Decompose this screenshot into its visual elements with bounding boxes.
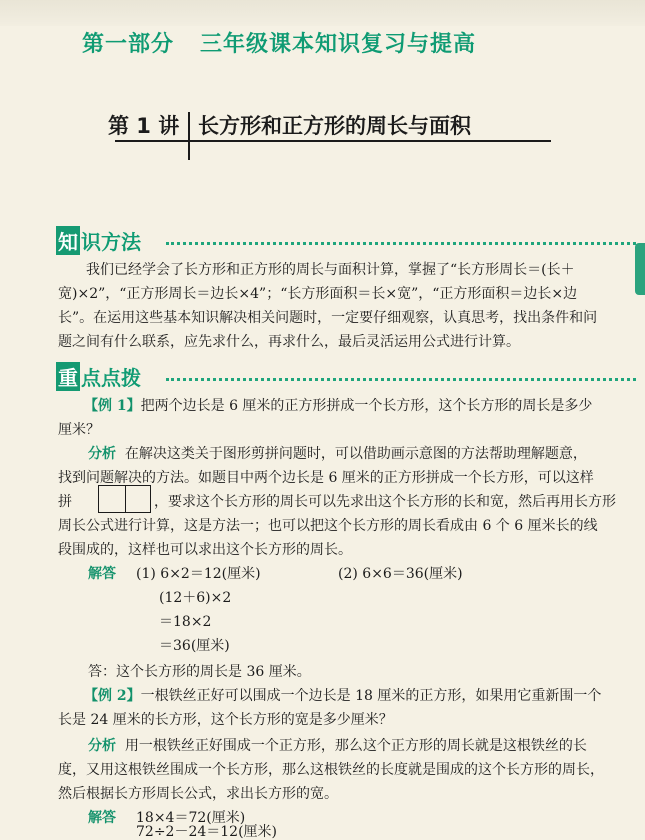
example2-answer-label: 解答 bbox=[88, 810, 116, 826]
example2-step1: 18×4＝72(厘米) bbox=[136, 810, 246, 826]
heading-first-char: 知 bbox=[56, 226, 80, 255]
dotted-rule bbox=[166, 378, 636, 381]
top-bleed-strip bbox=[0, 0, 645, 26]
lecture-divider bbox=[188, 112, 190, 160]
example1-conclusion: 答：这个长方形的周长是 36 厘米。 bbox=[88, 664, 311, 680]
analysis-text: 在解决这类关于图形剪拼问题时，可以借助画示意图的方法帮助理解题意， bbox=[124, 446, 587, 462]
example1-analysis-line3-pre: 拼 bbox=[58, 494, 72, 510]
example1-analysis-line1 bbox=[88, 442, 587, 466]
example1-method1-step4: ＝36(厘米) bbox=[159, 638, 230, 654]
example2-question-line1 bbox=[84, 684, 601, 708]
example2-tag: 【例 2】 bbox=[84, 688, 141, 704]
example1-analysis-line5: 段围成的，这样也可以求出这个长方形的周长。 bbox=[58, 542, 352, 558]
page-edge-tab bbox=[635, 243, 645, 295]
knowledge-line-4: 题之间有什么联系，应先求什么，再求什么，最后灵活运用公式进行计算。 bbox=[58, 334, 520, 350]
example1-method1-step2: (12＋6)×2 bbox=[159, 590, 232, 606]
example1-analysis-line3-post: ，要求这个长方形的周长可以先求出这个长方形的长和宽，然后再用长方形 bbox=[154, 494, 616, 510]
example2-analysis-line3: 然后根据长方形周长公式，求出长方形的宽。 bbox=[58, 786, 338, 802]
square-diagram-left bbox=[98, 485, 126, 513]
lecture-title: 长方形和正方形的周长与面积 bbox=[198, 114, 471, 138]
knowledge-line-1: 我们已经学会了长方形和正方形的周长与面积计算，掌握了“长方形周长＝(长＋ bbox=[86, 262, 575, 278]
heading-rest: 点点拨 bbox=[81, 366, 141, 390]
example1-question-line2: 厘米？ bbox=[58, 422, 100, 438]
example2-analysis-line1 bbox=[88, 734, 587, 758]
example1-method1-step3: ＝18×2 bbox=[159, 614, 212, 630]
example1-method1-step1: (1) 6×2＝12(厘米) bbox=[136, 566, 261, 582]
key-points-heading bbox=[56, 362, 141, 391]
example1-analysis-line4: 周长公式进行计算，这是方法一；也可以把这个长方形的周长看成由 6 个 6 厘米长的线 bbox=[58, 518, 598, 534]
heading-rest: 识方法 bbox=[81, 230, 141, 254]
square-diagram-right bbox=[124, 485, 151, 513]
lecture-underline bbox=[115, 140, 551, 142]
analysis-label: 分析 bbox=[88, 738, 116, 754]
part-title bbox=[82, 27, 476, 58]
part-name: 三年级课本知识复习与提高 bbox=[200, 32, 477, 57]
example1-analysis-line2: 找到问题解决的方法。如题目中两个边长是 6 厘米的正方形拼成一个长方形，可以这样 bbox=[58, 470, 594, 486]
lecture-number: 第 1 讲 bbox=[108, 114, 180, 138]
part-label: 第一部分 bbox=[82, 32, 175, 57]
example1-q1-text: 把两个边长是 6 厘米的正方形拼成一个长方形，这个长方形的周长是多少 bbox=[140, 398, 593, 414]
example2-question-line2: 长是 24 厘米的长方形，这个长方形的宽是多少厘米？ bbox=[58, 712, 393, 728]
knowledge-section-heading bbox=[56, 226, 141, 255]
analysis-label: 分析 bbox=[88, 446, 116, 462]
example1-tag: 【例 1】 bbox=[84, 398, 141, 414]
example2-analysis-line2: 度，又用这根铁丝围成一个长方形，那么这根铁丝的长度就是围成的这个长方形的周长， bbox=[58, 762, 604, 778]
example1-method2: (2) 6×6＝36(厘米) bbox=[338, 566, 463, 582]
example2-step2: 72÷2－24＝12(厘米) bbox=[136, 824, 278, 840]
analysis-text: 用一根铁丝正好围成一个正方形，那么这个正方形的周长就是这根铁丝的长 bbox=[124, 738, 587, 754]
knowledge-line-3: 长”。在运用这些基本知识解决相关问题时，一定要仔细观察，认真思考，找出条件和问 bbox=[58, 310, 598, 326]
example2-q1-text: 一根铁丝正好可以围成一个边长是 18 厘米的正方形，如果用它重新围一个 bbox=[140, 688, 602, 704]
heading-first-char: 重 bbox=[56, 362, 80, 391]
knowledge-line-2: 宽)×2”，“正方形周长＝边长×4”；“长方形面积＝长×宽”，“正方形面积＝边长×边 bbox=[58, 286, 578, 302]
dotted-rule bbox=[166, 242, 636, 245]
example1-answer-label: 解答 bbox=[88, 566, 116, 582]
example1-question-line1 bbox=[84, 394, 592, 418]
